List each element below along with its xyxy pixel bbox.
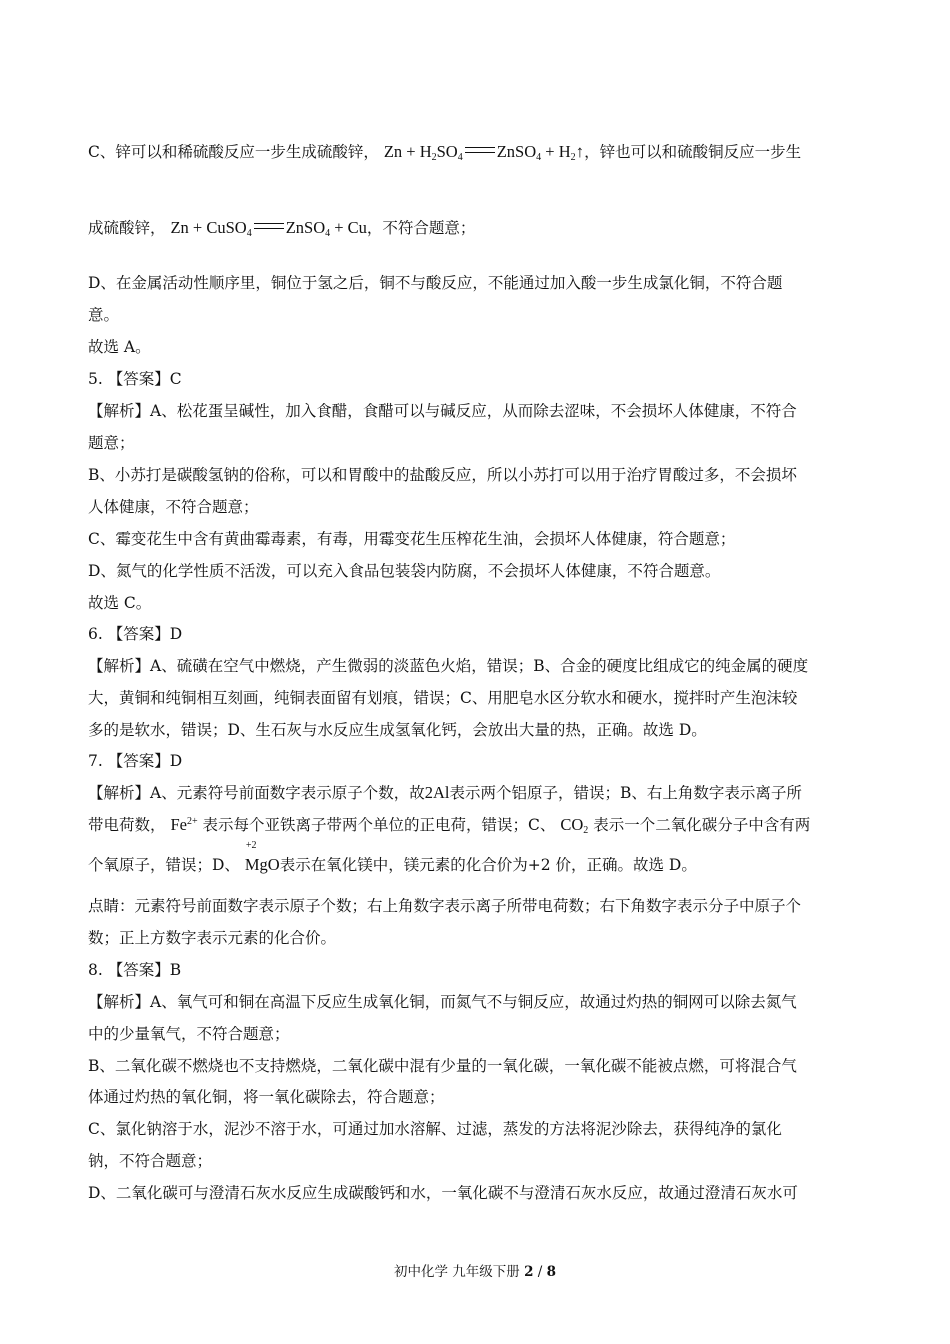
ion-charge: 2+ (186, 816, 198, 827)
text: 带电荷数， (88, 816, 166, 834)
analysis-line: 体通过灼热的氧化铜，将一氧化碳除去，符合题意； (88, 1088, 445, 1106)
text: ，不符合题意； (366, 219, 476, 237)
molecule-subscript: 2 (583, 825, 589, 836)
valence-formula (244, 840, 280, 875)
page-number: 2 (524, 1264, 534, 1280)
analysis-line: 题意； (88, 434, 135, 452)
analysis-line (88, 815, 868, 835)
option-c-line-1 (88, 142, 868, 162)
text: 个氧原子，错误；D、 (88, 856, 240, 874)
analysis-line: 大，黄铜和纯铜相互刻画，纯铜表面留有划痕，错误；C、用肥皂水区分软水和硬水，搅拌时产生泡沫较 (88, 689, 798, 707)
analysis-line: 中的少量氧气，不符合题意； (88, 1025, 290, 1043)
text: 表示一个二氧化碳分子中含有两 (593, 816, 811, 834)
chemical-equation: Zn + CuSO$_4$ ZnSO$_4$ + Cu (170, 218, 367, 239)
analysis-line (88, 783, 868, 803)
analysis-line: 【解析】A、硫磺在空气中燃烧，产生微弱的淡蓝色火焰，错误；B、合金的硬度比组成它的纯金属的硬度 (88, 657, 809, 675)
analysis-line: D、氮气的化学性质不活泼，可以充入食品包装袋内防腐，不会损坏人体健康，不符合题意。 (88, 562, 721, 580)
answer-heading: 7. 【答案】D (88, 752, 183, 770)
analysis-line (88, 840, 868, 875)
formula: 2Al (424, 783, 450, 802)
text: 【解析】A、元素符号前面数字表示原子个数，故 (88, 784, 425, 802)
page-total: 8 (546, 1264, 557, 1280)
molecule-formula (560, 815, 588, 834)
ion-formula (170, 815, 197, 834)
analysis-line: B、二氧化碳不燃烧也不支持燃烧，二氧化碳中混有少量的一氧化碳，一氧化碳不能被点燃，可将混合气 (88, 1057, 797, 1075)
ion-symbol: Fe (170, 815, 187, 834)
conclusion: 故选 C。 (88, 594, 152, 612)
text: 表示两个铝原子，错误；B、右上角数字表示离子所 (449, 784, 802, 802)
analysis-line: 钠，不符合题意； (88, 1152, 213, 1170)
analysis-line: 【解析】A、松花蛋呈碱性，加入食醋，食醋可以与碱反应，从而除去涩味，不会损坏人体健康，不符合 (88, 402, 797, 420)
page-footer (0, 1260, 950, 1280)
option-d-line: D、在金属活动性顺序里，铜位于氢之后，铜不与酸反应，不能通过加入酸一步生成氯化铜，不符合题 (88, 274, 783, 292)
answer-heading: 6. 【答案】D (88, 625, 183, 643)
option-d-line: 意。 (88, 306, 120, 324)
page-separator: / (533, 1264, 547, 1280)
analysis-line: 【解析】A、氧气可和铜在高温下反应生成氧化铜，而氮气不与铜反应，故通过灼热的铜网可以除去氮气 (88, 993, 797, 1011)
analysis-line: C、氯化钠溶于水，泥沙不溶于水，可通过加水溶解、过滤，蒸发的方法将泥沙除去，获得纯净的氯化 (88, 1120, 782, 1138)
text: C、锌可以和稀硫酸反应一步生成硫酸锌， (88, 143, 379, 161)
molecule-symbol: CO (560, 815, 584, 834)
analysis-line: C、霉变花生中含有黄曲霉毒素，有毒，用霉变花生压榨花生油，会损坏人体健康，符合题意； (88, 530, 736, 548)
compound-symbol: MgO (244, 855, 280, 874)
text: 成硫酸锌， (88, 219, 166, 237)
text: 表示在氧化镁中，镁元素的化合价为+2 价，正确。故选 D。 (279, 856, 697, 874)
chemical-equation: $Zn + H_2SO_4$ ZnSO$_4$ + $H_2↑$ (383, 142, 585, 163)
answer-heading: 5. 【答案】C (88, 370, 182, 388)
analysis-line: 多的是软水，错误；D、生石灰与水反应生成氢氧化钙，会放出大量的热，正确。故选 D。 (88, 721, 707, 739)
analysis-line: B、小苏打是碳酸氢钠的俗称，可以和胃酸中的盐酸反应，所以小苏打可以用于治疗胃酸过多，不会损坏 (88, 466, 797, 484)
text: ，锌也可以和硫酸铜反应一步生 (584, 143, 802, 161)
footer-text: 初中化学 九年级下册 (393, 1264, 525, 1280)
analysis-line: 人体健康，不符合题意； (88, 498, 259, 516)
text: 表示每个亚铁离子带两个单位的正电荷，错误；C、 (202, 816, 556, 834)
option-c-line-2 (88, 218, 868, 238)
tip-line: 点睛：元素符号前面数字表示原子个数；右上角数字表示离子所带电荷数；右下角数字表示分子中原子个 (88, 897, 802, 915)
answer-heading: 8. 【答案】B (88, 961, 182, 979)
analysis-line: D、二氧化碳可与澄清石灰水反应生成碳酸钙和水，一氧化碳不与澄清石灰水反应，故通过澄清石灰水可 (88, 1184, 798, 1202)
tip-line: 数；正上方数字表示元素的化合价。 (88, 929, 337, 947)
conclusion: 故选 A。 (88, 338, 151, 356)
valence-mark: +2 (245, 840, 257, 851)
